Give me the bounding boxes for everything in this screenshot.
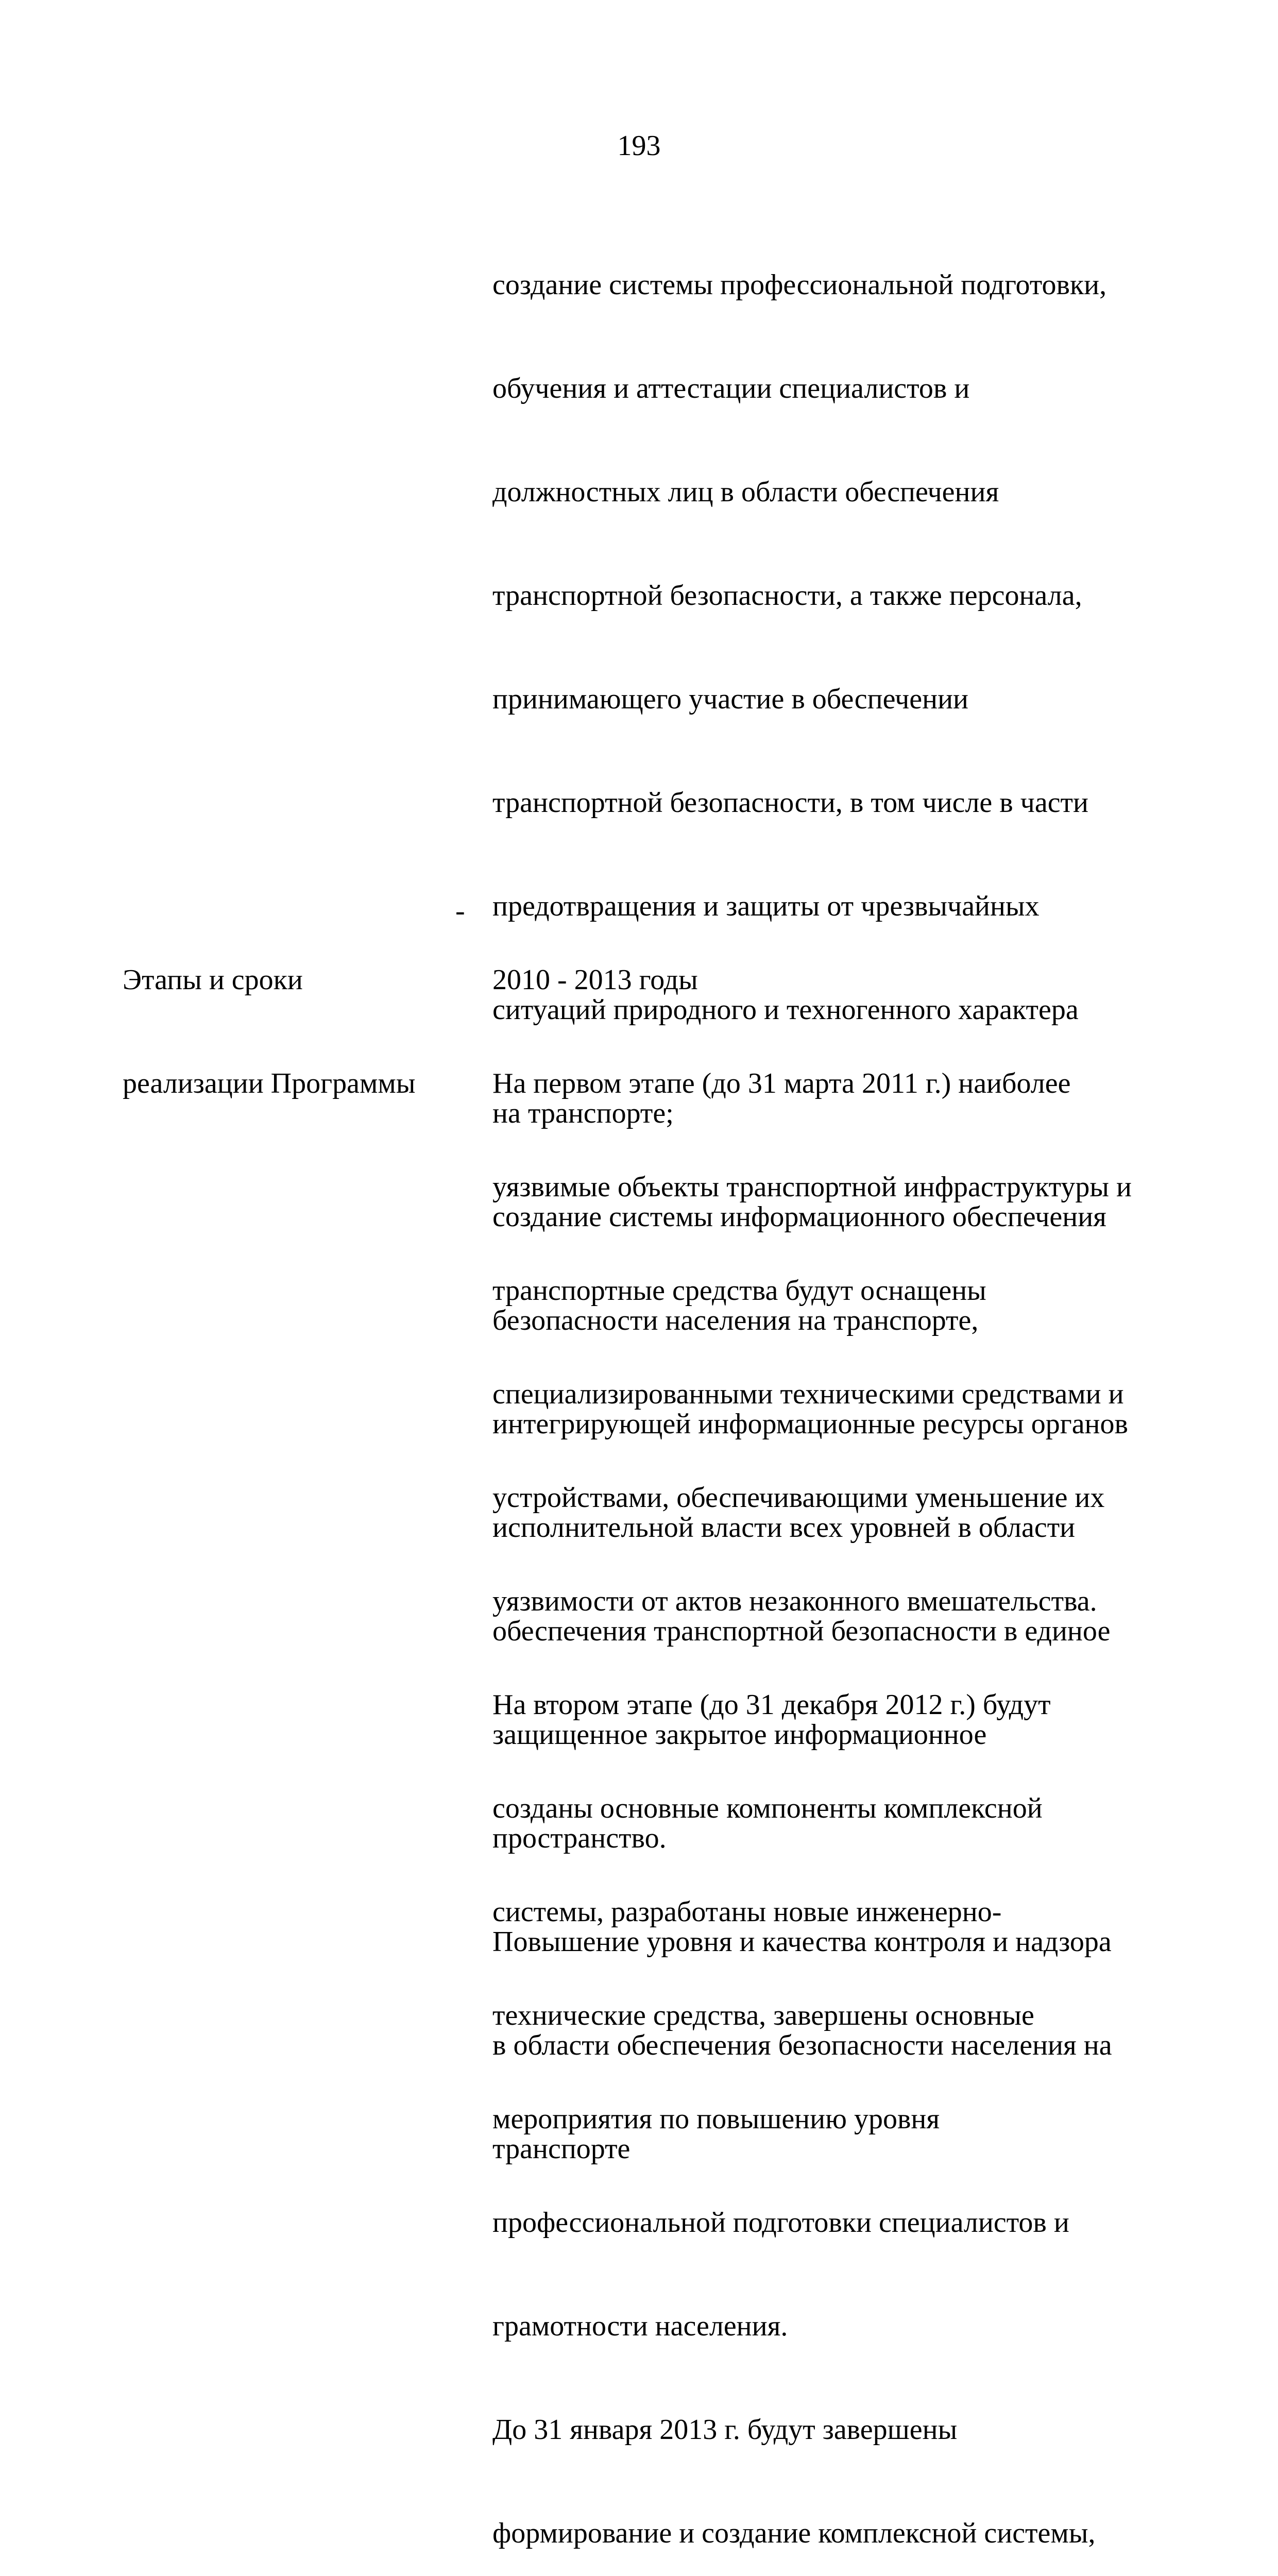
text-line: транспортные средства будут оснащены	[492, 1275, 986, 1307]
text-line: системы, разработаны новые инженерно-	[492, 1896, 1002, 1928]
text-line: транспортной безопасности, в том числе в части	[492, 787, 1088, 819]
text-line: обеспечения транспортной безопасности в единое	[492, 1615, 1111, 1647]
label-line: Этапы и сроки	[123, 964, 303, 996]
text-line: уязвимости от актов незаконного вмешательства.	[492, 1585, 1097, 1617]
text-line: исполнительной власти всех уровней в области	[492, 1512, 1076, 1544]
text-line: в области обеспечения безопасности населения на	[492, 2029, 1112, 2061]
label-dash: -	[455, 895, 465, 927]
label-line: реализации Программы	[123, 1067, 416, 1099]
text-line: формирование и создание комплексной системы,	[492, 2517, 1096, 2549]
text-line: грамотности населения.	[492, 2310, 788, 2342]
text-line: мероприятия по повышению уровня	[492, 2103, 940, 2135]
text-line: созданы основные компоненты комплексной	[492, 1792, 1043, 1824]
stages-body	[492, 894, 1132, 2576]
stages-label	[123, 894, 415, 1136]
text-line: защищенное закрытое информационное	[492, 1719, 987, 1751]
text-line: На втором этапе (до 31 декабря 2012 г.) будут	[492, 1689, 1051, 1721]
text-line: устройствами, обеспечивающими уменьшение их	[492, 1482, 1105, 1514]
text-line: На первом этапе (до 31 марта 2011 г.) наиболее	[492, 1067, 1071, 1099]
text-line: должностных лиц в области обеспечения	[492, 476, 999, 508]
text-line: создание системы профессиональной подготовки,	[492, 269, 1107, 301]
text-line: транспорте	[492, 2133, 631, 2165]
text-line: предотвращения и защиты от чрезвычайных	[492, 890, 1040, 922]
text-line: 2010 - 2013 годы	[492, 964, 698, 996]
text-line: на транспорте;	[492, 1097, 674, 1129]
text-line: профессиональной подготовки специалистов и	[492, 2207, 1069, 2239]
text-line: обучения и аттестации специалистов и	[492, 372, 970, 404]
text-line: создание системы информационного обеспечения	[492, 1201, 1106, 1233]
page-number: 193	[617, 130, 661, 162]
text-line: интегрирующей информационные ресурсы органов	[492, 1408, 1128, 1440]
text-line: принимающего участие в обеспечении	[492, 683, 968, 715]
text-line: пространство.	[492, 1822, 667, 1854]
text-line: безопасности населения на транспорте,	[492, 1304, 979, 1336]
text-line: уязвимые объекты транспортной инфраструктуры и	[492, 1171, 1132, 1203]
text-line: транспортной безопасности, а также персонала,	[492, 580, 1082, 612]
text-line: До 31 января 2013 г. будут завершены	[492, 2414, 958, 2446]
text-line: специализированными техническими средствами и	[492, 1378, 1124, 1410]
text-line: технические средства, завершены основные	[492, 1999, 1034, 2031]
text-line: ситуаций природного и техногенного характера	[492, 994, 1079, 1026]
text-line: Повышение уровня и качества контроля и надзора	[492, 1926, 1112, 1958]
